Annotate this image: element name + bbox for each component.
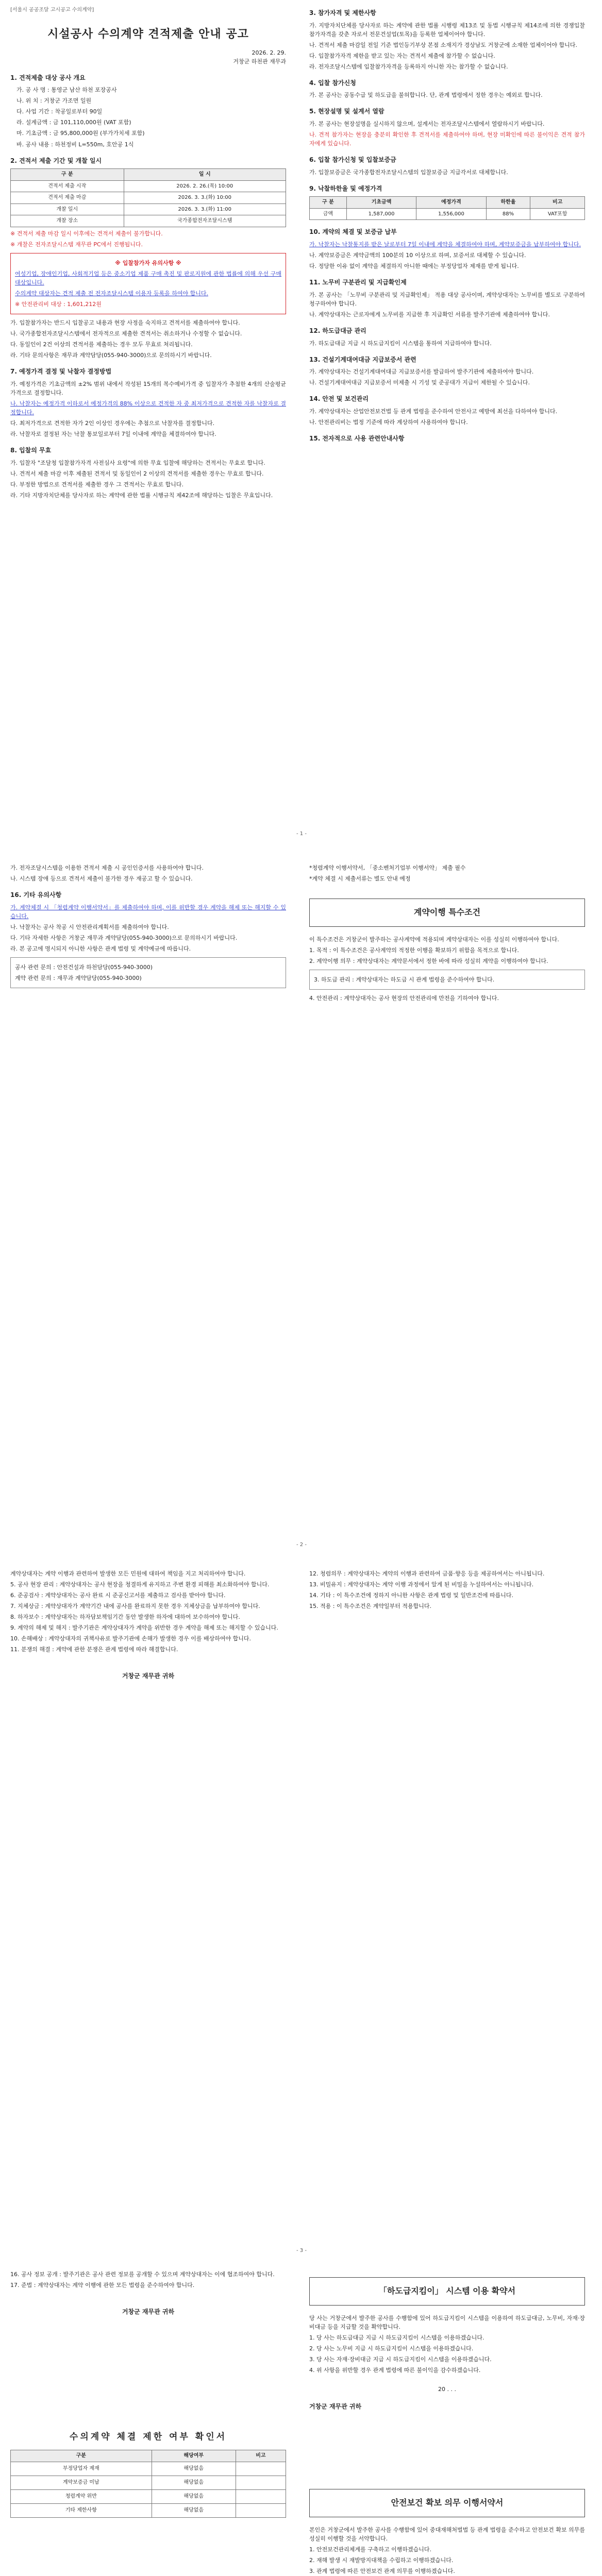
section-4-heading: 4. 입찰 참가신청 <box>309 79 356 87</box>
paragraph: 16. 공사 정보 공개 : 발주기관은 공사 관련 정보를 공개할 수 있으며 계약상대자는 이에 협조하여야 합니다. <box>10 2271 275 2278</box>
paragraph: 라. 기타 문의사항은 재무과 계약담당(055-940-3000)으로 문의하시기 바랍니다. <box>10 352 212 359</box>
paragraph: 나. 견적서 제출 마감일 전일 기준 법인등기부상 본점 소재지가 경상남도 거창군에 소재한 업체이어야 합니다. <box>309 41 577 48</box>
paragraph: 15. 적용 : 이 특수조건은 계약일부터 적용합니다. <box>309 1603 431 1610</box>
table-row <box>11 215 286 227</box>
table-row <box>11 204 286 215</box>
safety-pledge-title: 안전보건 확보 의무 이행서약서 <box>309 2489 585 2517</box>
signer: 거창군 재무관 귀하 <box>309 2403 362 2411</box>
page2-left-column <box>10 855 286 1551</box>
table-cell: 해당없음 <box>152 2503 236 2517</box>
list-item: 다. 사업 기간 : 착공일로부터 90일 <box>16 108 103 115</box>
page1-right-column <box>309 0 585 840</box>
section-2-heading: 2. 견적서 제출 기간 및 개찰 일시 <box>10 157 102 164</box>
table-row <box>11 192 286 204</box>
list-item: 라. 설계금액 : 금 101,110,000원 (VAT 포함) <box>16 119 131 126</box>
paragraph: 나. 견적 참가자는 현장을 충분히 확인한 후 견적서를 제출하여야 하며, 현장 미확인에 따른 불이익은 견적 참가자에게 있습니다. <box>309 131 585 147</box>
subcontract-pledge-title: 「하도급지킴이」 시스템 이용 확약서 <box>309 2277 585 2306</box>
table-row <box>11 2476 286 2489</box>
table-cell: 1,556,000 <box>416 208 486 220</box>
paragraph: 가. 전자조달시스템을 이용한 견적서 제출 시 공인인증서를 사용하여야 합니다. <box>10 865 204 871</box>
paragraph: 1. 당 사는 하도급대금 지급 시 하도급지킴이 시스템을 이용하겠습니다. <box>309 2334 484 2341</box>
table-row <box>310 208 585 220</box>
section-5-heading: 5. 현장설명 및 설계서 열람 <box>309 108 384 115</box>
section-6-heading: 6. 입찰 참가신청 및 입찰보증금 <box>309 156 396 164</box>
paragraph: 라. 본 공고에 명시되지 아니한 사항은 관계 법령 및 계약예규에 따릅니다. <box>10 945 191 952</box>
document-issuer: 거창군 하천관 재무과 <box>233 58 286 65</box>
notice-box-title: ※ 입찰참가자 유의사항 ※ <box>115 259 181 266</box>
paragraph: 9. 계약의 해제 및 해지 : 발주기관은 계약상대자가 계약을 위반한 경우 계약을 해제 또는 해지할 수 있습니다. <box>10 1624 278 1632</box>
table-row <box>11 180 286 192</box>
paragraph: 나. 계약상대자는 근로자에게 노무비를 지급한 후 지급확인 서류를 발주기관에 제출하여야 합니다. <box>309 311 550 318</box>
section-9-heading: 9. 낙찰하한율 및 예정가격 <box>309 184 382 192</box>
table-header: 구분 <box>11 2450 152 2462</box>
table-header: 구 분 <box>310 197 347 209</box>
paragraph: 당 사는 거창군에서 발주한 공사를 수행함에 있어 하도급지킴이 시스템을 이용하여 하도급대금, 노무비, 자재·장비대금 등을 지급할 것을 확약합니다. <box>309 2314 585 2330</box>
paragraph: 다. 부정한 방법으로 견적서를 제출한 경우 그 견적서는 무효로 합니다. <box>10 481 183 488</box>
document-page-2 <box>0 855 602 1551</box>
table-header: 예정가격 <box>416 197 486 209</box>
paragraph: 가. 본 공사는 공동수급 및 하도급을 불허합니다. 단, 관계 법령에서 정한 경우는 예외로 합니다. <box>309 92 543 99</box>
table-header: 비고 <box>236 2450 286 2462</box>
paragraph: 1. 목적 : 이 특수조건은 공사계약의 적정한 이행을 확보하기 위함을 목적으로 합니다. <box>309 946 519 954</box>
section-10-heading: 10. 계약의 체결 및 보증금 납부 <box>309 228 397 236</box>
section-15-heading: 15. 전자적으로 사용 관련안내사항 <box>309 434 405 442</box>
section-7-heading: 7. 예정가격 결정 및 낙찰자 결정방법 <box>10 368 112 376</box>
table-cell <box>236 2489 286 2503</box>
table-cell: 국가종합전자조달시스템 <box>124 215 286 227</box>
paragraph: 가. 입찰참가자는 반드시 입찰공고 내용과 현장 사정을 숙지하고 견적서를 제출하여야 합니다. <box>10 319 240 326</box>
paragraph: 가. 입찰보증금은 국가종합전자조달시스템의 입찰보증금 지급각서로 대체합니다. <box>309 168 508 176</box>
paragraph: 본인은 거창군에서 발주한 공사를 수행함에 있어 중대재해처벌법 등 관계 법령을 준수하고 안전보건 확보 의무를 성실히 이행할 것을 서약합니다. <box>309 2526 585 2542</box>
paragraph: 1. 안전보건관리체계를 구축하고 이행하겠습니다. <box>309 2546 431 2553</box>
paragraph: 12. 청렴의무 : 계약상대자는 계약의 이행과 관련하여 금품·향응 등을 제공하여서는 아니됩니다. <box>309 1570 545 1577</box>
paragraph: 3. 관계 법령에 따른 안전보건 관계 의무를 이행하겠습니다. <box>309 2567 455 2574</box>
paragraph: 6. 준공검사 : 계약상대자는 공사 완료 시 준공신고서를 제출하고 검사를 받아야 합니다. <box>10 1592 226 1599</box>
page1-left-column <box>10 0 286 840</box>
paragraph: 2. 계약이행 의무 : 계약상대자는 계약문서에서 정한 바에 따라 성실히 계약을 이행하여야 합니다. <box>309 957 548 964</box>
list-item: 마. 기초금액 : 금 95,800,000원 (부가가치세 포함) <box>16 130 145 137</box>
table-cell: 2026. 2. 26.(목) 10:00 <box>124 180 286 192</box>
table-cell: 견적서 제출 시작 <box>11 180 124 192</box>
paragraph: 나. 안전관리비는 법정 기준에 따라 계상하여 사용하여야 합니다. <box>309 418 468 426</box>
list-item: 가. 공 사 명 : 통영군 남산 하천 포장공사 <box>16 87 117 94</box>
page-number: - 1 - <box>296 831 307 837</box>
notice-line: ※ 안전관리비 대상 : 1,601,212원 <box>15 300 102 308</box>
table-cell: 해당없음 <box>152 2489 236 2503</box>
table-cell: 2026. 3. 3.(화) 11:00 <box>124 204 286 215</box>
signer: 거창군 재무관 귀하 <box>122 2308 175 2316</box>
table-header: 기초금액 <box>346 197 416 209</box>
notice-line: 여성기업, 장애인기업, 사회적기업 등은 중소기업 제품 구매 촉진 및 판로지원에 관한 법률에 의해 우선 구매 대상입니다. <box>15 270 281 286</box>
paragraph: 계약상대자는 계약 이행과 관련하여 발생한 모든 민원에 대하여 책임을 지고 처리하여야 합니다. <box>10 1570 246 1577</box>
table-cell <box>236 2462 286 2476</box>
paragraph: 13. 비밀유지 : 계약상대자는 계약 이행 과정에서 알게 된 비밀을 누설하여서는 아니됩니다. <box>309 1581 534 1588</box>
table-cell: 88% <box>486 208 530 220</box>
paragraph: 5. 공사 현장 관리 : 계약상대자는 공사 현장을 청결하게 유지하고 주변 환경 피해를 최소화하여야 합니다. <box>10 1581 270 1588</box>
paragraph: 가. 예정가격은 기초금액의 ±2% 범위 내에서 작성된 15개의 복수예비가격 중 입찰자가 추첨한 4개의 산술평균 가격으로 결정합니다. <box>10 380 286 396</box>
restriction-table <box>10 2450 286 2518</box>
notice-box <box>10 253 286 314</box>
section-16-heading: 16. 기타 유의사항 <box>10 891 62 899</box>
paragraph: 다. 동일인이 2건 이상의 견적서를 제출하는 경우 모두 무효로 처리됩니다. <box>10 341 193 348</box>
section-13-heading: 13. 건설기계대여대금 지급보증서 관련 <box>309 355 416 363</box>
sign-date: 20 . . . <box>438 2386 456 2393</box>
table-cell: 견적서 제출 마감 <box>11 192 124 204</box>
paragraph: *계약 체결 시 제출서류는 별도 안내 예정 <box>309 875 411 883</box>
table-cell: VAT포함 <box>530 208 585 220</box>
table-header: 일 시 <box>124 169 286 181</box>
list-item: 바. 공사 내용 : 하천정비 L=550m, 호안공 1식 <box>16 141 134 148</box>
page3-left-column <box>10 1561 286 2257</box>
page2-right-column <box>309 855 585 1551</box>
page-number: - 2 - <box>296 1542 307 1548</box>
paragraph: 2. 당 사는 노무비 지급 시 하도급지킴이 시스템을 이용하겠습니다. <box>309 2345 474 2352</box>
table-row <box>11 2462 286 2476</box>
section-1-heading: 1. 견적제출 대상 공사 개요 <box>10 74 86 81</box>
table-cell: 청렴계약 위반 <box>11 2489 152 2503</box>
table-header: 구 분 <box>11 169 124 181</box>
paragraph: 나. 계약보증금은 계약금액의 100분의 10 이상으로 하며, 보증서로 대체할 수 있습니다. <box>309 252 526 259</box>
paragraph: 나. 낙찰자는 예정가격 이하로서 예정가격의 88% 이상으로 견적한 자 중 최저가격으로 견적한 자를 낙찰자로 결정합니다. <box>10 400 286 416</box>
table-cell: 해당없음 <box>152 2462 236 2476</box>
paragraph: 라. 낙찰자로 결정된 자는 낙찰 통보일로부터 7일 이내에 계약을 체결하여야 합니다. <box>10 431 216 437</box>
special-conditions-title: 계약이행 특수조건 <box>309 899 585 927</box>
paragraph: 가. 본 공사는 현장설명을 실시하지 않으며, 설계서는 전자조달시스템에서 열람하시기 바랍니다. <box>309 121 545 128</box>
schedule-note: ※ 개찰은 전자조달시스템 재무관 PC에서 진행됩니다. <box>10 241 143 248</box>
paragraph: 가. 계약상대자는 산업안전보건법 등 관계 법령을 준수하여 안전사고 예방에 최선을 다하여야 합니다. <box>309 408 558 415</box>
table-cell: 계약보증금 미납 <box>11 2476 152 2489</box>
paragraph: 17. 준법 : 계약상대자는 계약 이행에 관한 모든 법령을 준수하여야 합니다. <box>10 2282 195 2289</box>
paragraph: 11. 분쟁의 해결 : 계약에 관한 분쟁은 관계 법령에 따라 해결합니다. <box>10 1646 178 1653</box>
section-11-heading: 11. 노무비 구분관리 및 지급확인제 <box>309 279 407 286</box>
paragraph: 가. 입찰자 "조달청 입찰참가자격 사전심사 요령"에 의한 무효 입찰에 해당하는 견적서는 무효로 합니다. <box>10 459 265 466</box>
paragraph: 가. 계약체결 시 「청렴계약 이행서약서」를 제출하여야 하며, 이를 위반할 경우 계약을 해제 또는 해지할 수 있습니다. <box>10 904 286 920</box>
paragraph: 4. 위 사항을 위반할 경우 관계 법령에 따른 불이익을 감수하겠습니다. <box>309 2367 481 2374</box>
section-8-heading: 8. 입찰의 무효 <box>10 447 52 454</box>
table-header: 하한율 <box>486 197 530 209</box>
signer: 거창군 재무관 귀하 <box>122 1672 175 1680</box>
page-number: - 3 - <box>296 2248 307 2253</box>
paragraph: 나. 견적서 제출 마감 이후 제출된 견적서 및 동일인이 2 이상의 견적서를 제출한 경우는 무효로 합니다. <box>10 470 264 477</box>
paragraph: 다. 최저가격으로 견적한 자가 2인 이상인 경우에는 추첨으로 낙찰자를 결정합니다. <box>10 419 215 427</box>
paragraph: 3. 하도급 관리 : 계약상대자는 하도급 시 관계 법령을 준수하여야 합니다. <box>314 976 495 984</box>
notice-line: 수의계약 대상자는 견적 제출 전 전자조달시스템 이용자 등록을 하여야 합니다. <box>15 290 208 297</box>
paragraph: 나. 국가종합전자조달시스템에서 전자적으로 제출한 견적서는 취소하거나 수정할 수 없습니다. <box>10 330 242 337</box>
table-cell: 1,587,000 <box>346 208 416 220</box>
contact-line: 공사 관련 문의 : 안전건설과 하천담당(055-940-3000) <box>15 963 153 971</box>
table-cell: 개찰 장소 <box>11 215 124 227</box>
paragraph: 가. 낙찰자는 낙찰통지를 받은 날로부터 7일 이내에 계약을 체결하여야 하며, 계약보증금을 납부하여야 합니다. <box>309 241 581 248</box>
paragraph: 나. 건설기계대여대금 지급보증서 미제출 시 기성 및 준공대가 지급이 제한될 수 있습니다. <box>309 379 530 386</box>
table-cell <box>236 2476 286 2489</box>
document-page-3 <box>0 1561 602 2257</box>
paragraph: 나. 시스템 장애 등으로 견적서 제출이 불가한 경우 재공고 할 수 있습니다. <box>10 875 193 883</box>
contact-box <box>10 957 286 988</box>
paragraph: 이 특수조건은 거창군이 발주하는 공사계약에 적용되며 계약상대자는 이를 성실히 이행하여야 합니다. <box>309 936 559 943</box>
document-title: 시설공사 수의계약 견적제출 안내 공고 <box>47 27 249 41</box>
paragraph: 8. 하자보수 : 계약상대자는 하자담보책임기간 동안 발생한 하자에 대하여 보수하여야 합니다. <box>10 1614 240 1621</box>
paragraph: 다. 정당한 이유 없이 계약을 체결하지 아니한 때에는 부정당업자 제재를 받게 됩니다. <box>309 263 519 270</box>
price-table <box>309 196 585 220</box>
paragraph: 가. 계약상대자는 건설기계대여대금 지급보증서를 발급하여 발주기관에 제출하여야 합니다. <box>309 368 534 376</box>
table-cell <box>236 2503 286 2517</box>
paragraph: 라. 기타 지방자치단체를 당사자로 하는 계약에 관한 법률 시행규칙 제42조에 해당하는 입찰은 무효입니다. <box>10 492 273 499</box>
schedule-note: ※ 견적서 제출 마감 일시 이후에는 견적서 제출이 불가합니다. <box>10 230 163 237</box>
paragraph: 나. 낙찰자는 공사 착공 시 안전관리계획서를 제출하여야 합니다. <box>10 923 169 930</box>
table-cell: 개찰 일시 <box>11 204 124 215</box>
document-page-4 <box>0 2262 602 2576</box>
contact-line: 계약 관련 문의 : 재무과 계약담당(055-940-3000) <box>15 974 142 981</box>
section-14-heading: 14. 안전 및 보건관리 <box>309 395 369 403</box>
paragraph: *청렴계약 이행서약서, 「중소벤처기업부 이행서약」 제출 필수 <box>309 865 466 871</box>
section-1-items <box>10 86 286 148</box>
list-item: 나. 위 치 : 거창군 가조면 일원 <box>16 97 92 105</box>
table-header: 해당여부 <box>152 2450 236 2462</box>
table-row <box>11 2489 286 2503</box>
paragraph: 14. 기타 : 이 특수조건에 정하지 아니한 사항은 관계 법령 및 일반조건에 따릅니다. <box>309 1592 514 1599</box>
special-box <box>309 970 585 990</box>
table-cell: 기타 제한사항 <box>11 2503 152 2517</box>
page3-right-column <box>309 1561 585 2257</box>
paragraph: 가. 본 공사는 「노무비 구분관리 및 지급확인제」 적용 대상 공사이며, 계약상대자는 노무비를 별도로 구분하여 청구하여야 합니다. <box>309 291 585 307</box>
page4-right-column <box>309 2262 585 2576</box>
document-tagline: [서울시 공공조달 고시공고 수의계약] <box>10 7 94 13</box>
paragraph: 다. 입찰참가자격 제한을 받고 있는 자는 견적서 제출에 참가할 수 없습니다. <box>309 52 495 59</box>
section-12-heading: 12. 하도급대금 관리 <box>309 327 366 334</box>
paragraph: 3. 당 사는 자재·장비대금 지급 시 하도급지킴이 시스템을 이용하겠습니다. <box>309 2355 492 2363</box>
paragraph: 다. 기타 자세한 사항은 거창군 재무과 계약담당(055-940-3000)으로 문의하시기 바랍니다. <box>10 934 238 941</box>
document-page-1 <box>0 0 602 840</box>
page4-left-column <box>10 2262 286 2576</box>
table-cell: 금액 <box>310 208 347 220</box>
paragraph: 2. 재해 발생 시 재발방지대책을 수립하고 이행하겠습니다. <box>309 2556 454 2564</box>
table-cell: 해당없음 <box>152 2476 236 2489</box>
table-cell: 2026. 3. 3.(화) 10:00 <box>124 192 286 204</box>
paragraph: 라. 전자조달시스템에 입찰참가자격을 등록하지 아니한 자는 참가할 수 없습니다. <box>309 63 508 70</box>
document-date: 2026. 2. 29. <box>252 49 286 56</box>
paragraph: 10. 손해배상 : 계약상대자의 귀책사유로 발주기관에 손해가 발생한 경우 이를 배상하여야 합니다. <box>10 1635 251 1642</box>
schedule-table <box>10 168 286 227</box>
paragraph: 7. 지체상금 : 계약상대자가 계약기간 내에 공사를 완료하지 못한 경우 지체상금을 납부하여야 합니다. <box>10 1603 260 1610</box>
table-cell: 부정당업자 제재 <box>11 2462 152 2476</box>
paragraph: 가. 지방자치단체를 당사자로 하는 계약에 관한 법률 시행령 제13조 및 동법 시행규칙 제14조에 의한 경쟁입찰 참가자격을 갖춘 자로서 전문건설업(토목)을 등록한 업체이어야 합니다. <box>309 22 585 38</box>
table-row <box>11 2503 286 2517</box>
section-3-heading: 3. 참가자격 및 제한사항 <box>309 9 376 16</box>
paragraph: 가. 하도급대금 지급 시 하도급지킴이 시스템을 통하여 지급하여야 합니다. <box>309 340 492 347</box>
restriction-form-title: 수의계약 체결 제한 여부 확인서 <box>69 2431 227 2442</box>
paragraph: 4. 안전관리 : 계약상대자는 공사 현장의 안전관리에 만전을 기하여야 합니다. <box>309 995 499 1002</box>
table-header: 비고 <box>530 197 585 209</box>
